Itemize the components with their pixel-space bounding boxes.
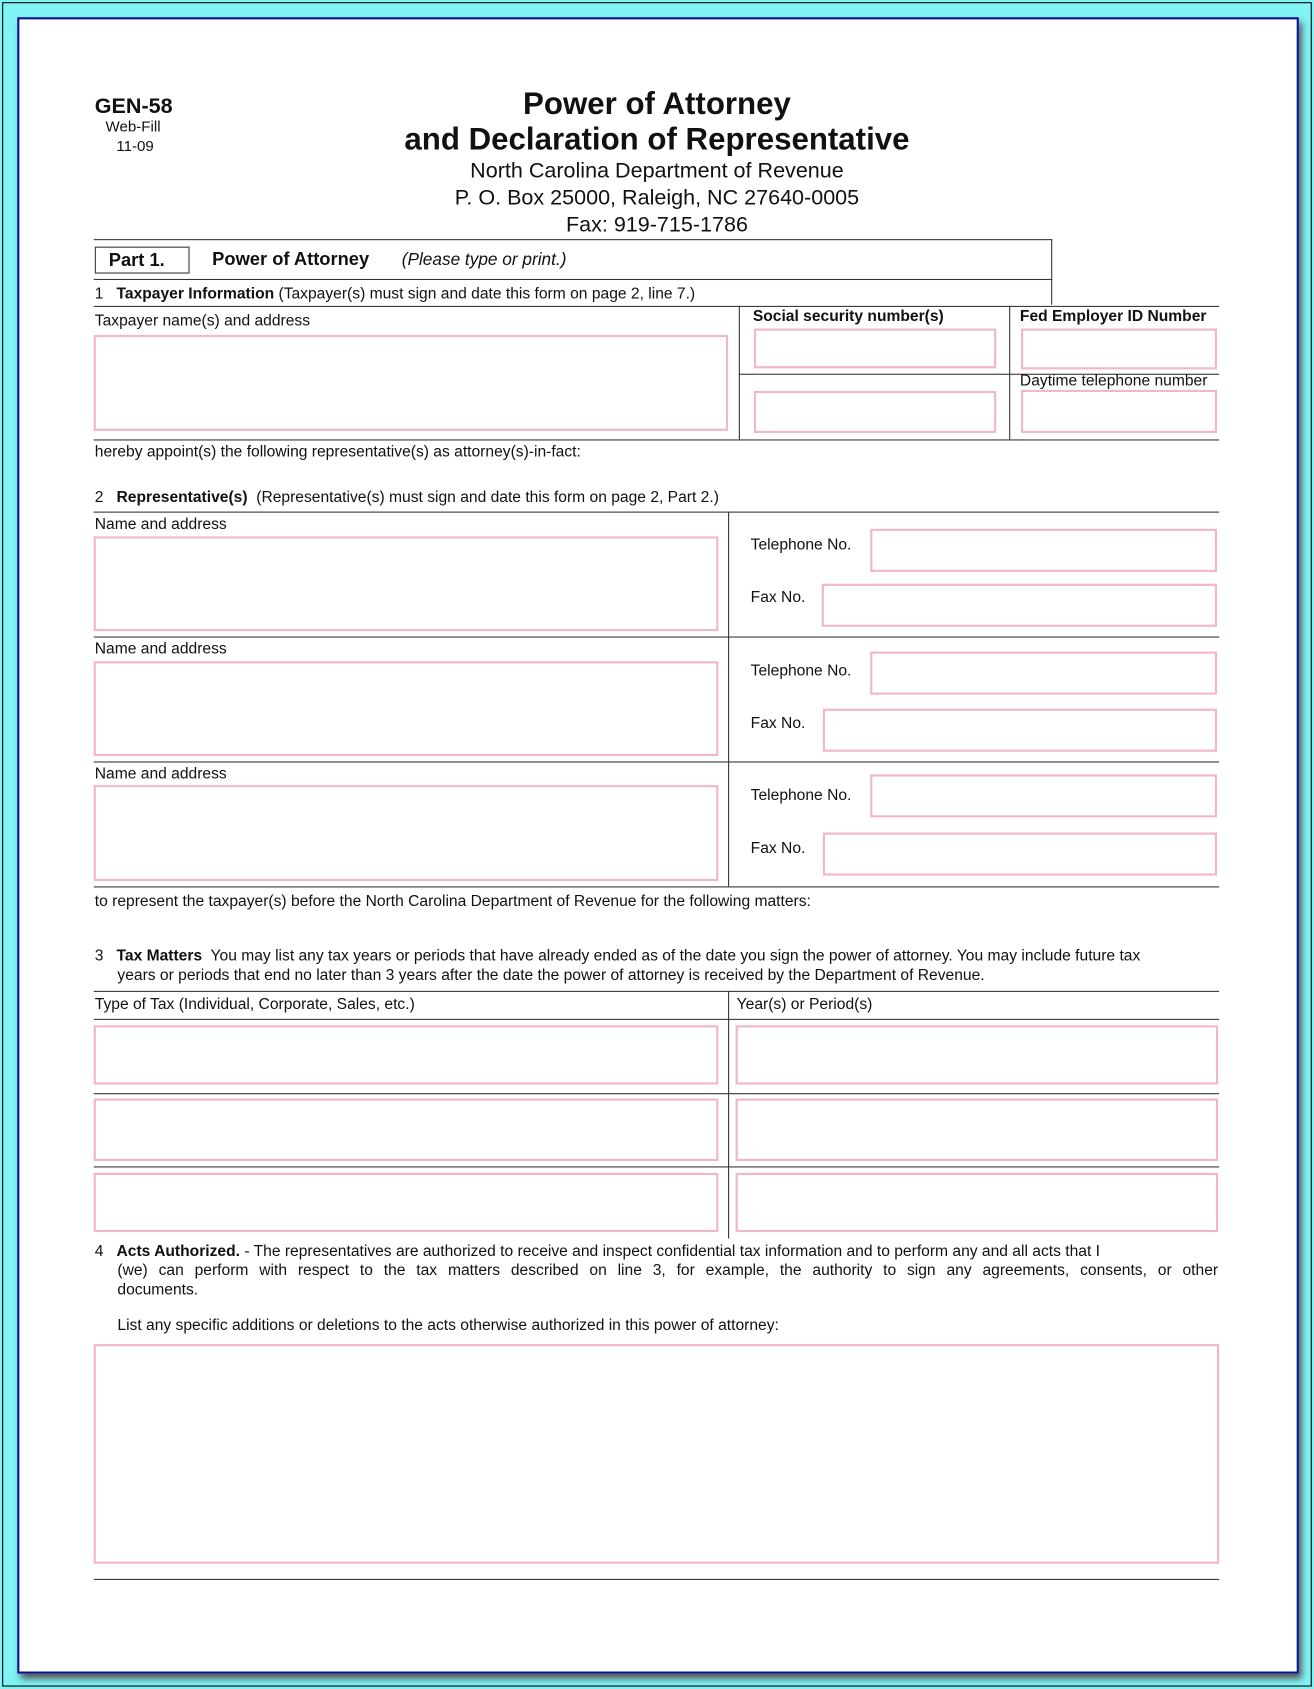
divider xyxy=(94,512,1219,513)
rep-tel-input[interactable] xyxy=(870,529,1217,572)
section-number: 2 xyxy=(94,488,104,507)
section-text: years or periods that end no later than 3 years after the date the power of attorney is received by the Department of Revenue. xyxy=(117,967,985,985)
rep-name-label: Name and address xyxy=(94,640,227,659)
title-line2: and Declaration of Representative xyxy=(404,122,910,158)
section-text: - The representatives are authorized to receive and inspect confidential tax information and to perform any and all acts that I xyxy=(244,1242,1100,1261)
appoint-text: hereby appoint(s) the following representative(s) as attorney(s)-in-fact: xyxy=(94,443,581,461)
title-line1: Power of Attorney xyxy=(523,87,791,122)
rep-name-address-input[interactable] xyxy=(94,785,719,881)
tax-type-input-1[interactable] xyxy=(94,1025,719,1084)
ssn-input-1[interactable] xyxy=(754,328,996,368)
section-text: documents. xyxy=(117,1281,199,1299)
part-title: Power of Attorney xyxy=(212,248,370,270)
rep-name-label: Name and address xyxy=(94,515,227,534)
tax-type-input-3[interactable] xyxy=(94,1173,719,1232)
agency: North Carolina Department of Revenue xyxy=(470,159,844,184)
acts-list-label: List any specific additions or deletions to the acts otherwise authorized in this power of attorney: xyxy=(117,1317,779,1335)
represent-text: to represent the taxpayer(s) before the North Carolina Department of Revenue for the following matters: xyxy=(94,892,811,911)
rep-fax-label: Fax No. xyxy=(750,589,806,607)
divider xyxy=(94,886,1219,887)
divider xyxy=(94,1579,1219,1580)
rep-fax-input[interactable] xyxy=(823,833,1217,876)
tax-years-input-1[interactable] xyxy=(736,1025,1218,1084)
rep-fax-label: Fax No. xyxy=(750,840,806,858)
divider xyxy=(94,1166,1219,1167)
divider xyxy=(94,1093,1219,1094)
divider xyxy=(94,1019,1219,1020)
divider xyxy=(1009,306,1010,440)
section-text: You may list any tax years or periods that have already ended as of the date you sign the power of attorney. You may include future tax xyxy=(210,947,1141,965)
taxpayer-name-address-input[interactable] xyxy=(94,335,728,431)
tax-type-input-2[interactable] xyxy=(94,1099,719,1161)
divider xyxy=(739,306,740,440)
rep-tel-input[interactable] xyxy=(870,652,1217,695)
form-date: 11-09 xyxy=(116,136,154,155)
section-title: Representative(s) xyxy=(116,488,248,507)
agency-fax: Fax: 919-715-1786 xyxy=(565,213,748,237)
divider xyxy=(94,991,1219,992)
rep-tel-label: Telephone No. xyxy=(750,536,852,554)
part-label: Part 1. xyxy=(95,247,190,274)
daytime-phone-label: Daytime telephone number xyxy=(1019,372,1208,390)
section-title: Tax Matters xyxy=(116,947,203,965)
section-number: 4 xyxy=(94,1242,104,1261)
col-header-years: Year(s) or Period(s) xyxy=(736,996,873,1014)
col-header-tax-type: Type of Tax (Individual, Corporate, Sales, etc.) xyxy=(94,996,415,1014)
daytime-phone-input[interactable] xyxy=(1021,390,1217,433)
fein-input[interactable] xyxy=(1021,328,1217,369)
rep-name-address-input[interactable] xyxy=(94,661,719,756)
tax-years-input-3[interactable] xyxy=(736,1173,1218,1232)
form-type: Web-Fill xyxy=(105,117,161,135)
taxpayer-name-label: Taxpayer name(s) and address xyxy=(94,312,311,330)
divider xyxy=(94,306,1219,307)
divider xyxy=(94,439,1219,440)
section-number: 1 xyxy=(94,285,104,303)
divider xyxy=(94,239,1053,240)
divider xyxy=(94,637,1219,638)
tax-years-input-2[interactable] xyxy=(736,1099,1218,1161)
form-id: GEN-58 xyxy=(94,94,173,119)
section-number: 3 xyxy=(94,947,104,965)
section-note: (Representative(s) must sign and date this form on page 2, Part 2.) xyxy=(256,488,719,507)
rep-name-address-input[interactable] xyxy=(94,536,719,631)
divider xyxy=(728,512,729,887)
rep-fax-input[interactable] xyxy=(822,584,1217,627)
rep-tel-label: Telephone No. xyxy=(750,662,852,680)
section-note: (Taxpayer(s) must sign and date this form on page 2, line 7.) xyxy=(278,285,696,303)
divider xyxy=(94,761,1219,762)
ssn-input-2[interactable] xyxy=(754,391,996,433)
fein-label: Fed Employer ID Number xyxy=(1019,308,1207,326)
agency-address: P. O. Box 25000, Raleigh, NC 27640-0005 xyxy=(454,186,860,211)
divider xyxy=(1051,239,1052,305)
rep-tel-label: Telephone No. xyxy=(750,787,852,805)
section-title: Acts Authorized. xyxy=(116,1242,241,1261)
ssn-label: Social security number(s) xyxy=(752,308,944,326)
rep-fax-input[interactable] xyxy=(823,709,1217,752)
part-instruction: (Please type or print.) xyxy=(401,250,567,270)
divider xyxy=(728,991,729,1239)
divider xyxy=(94,279,1053,280)
rep-tel-input[interactable] xyxy=(870,774,1217,817)
section-text: (we) can perform with respect to the tax matters described on line 3, for example, the authority to sign any agreements, consents, or other xyxy=(117,1262,1219,1280)
rep-fax-label: Fax No. xyxy=(750,715,806,733)
acts-additions-deletions-input[interactable] xyxy=(94,1344,1219,1564)
rep-name-label: Name and address xyxy=(94,765,227,783)
section-title: Taxpayer Information xyxy=(116,285,275,303)
